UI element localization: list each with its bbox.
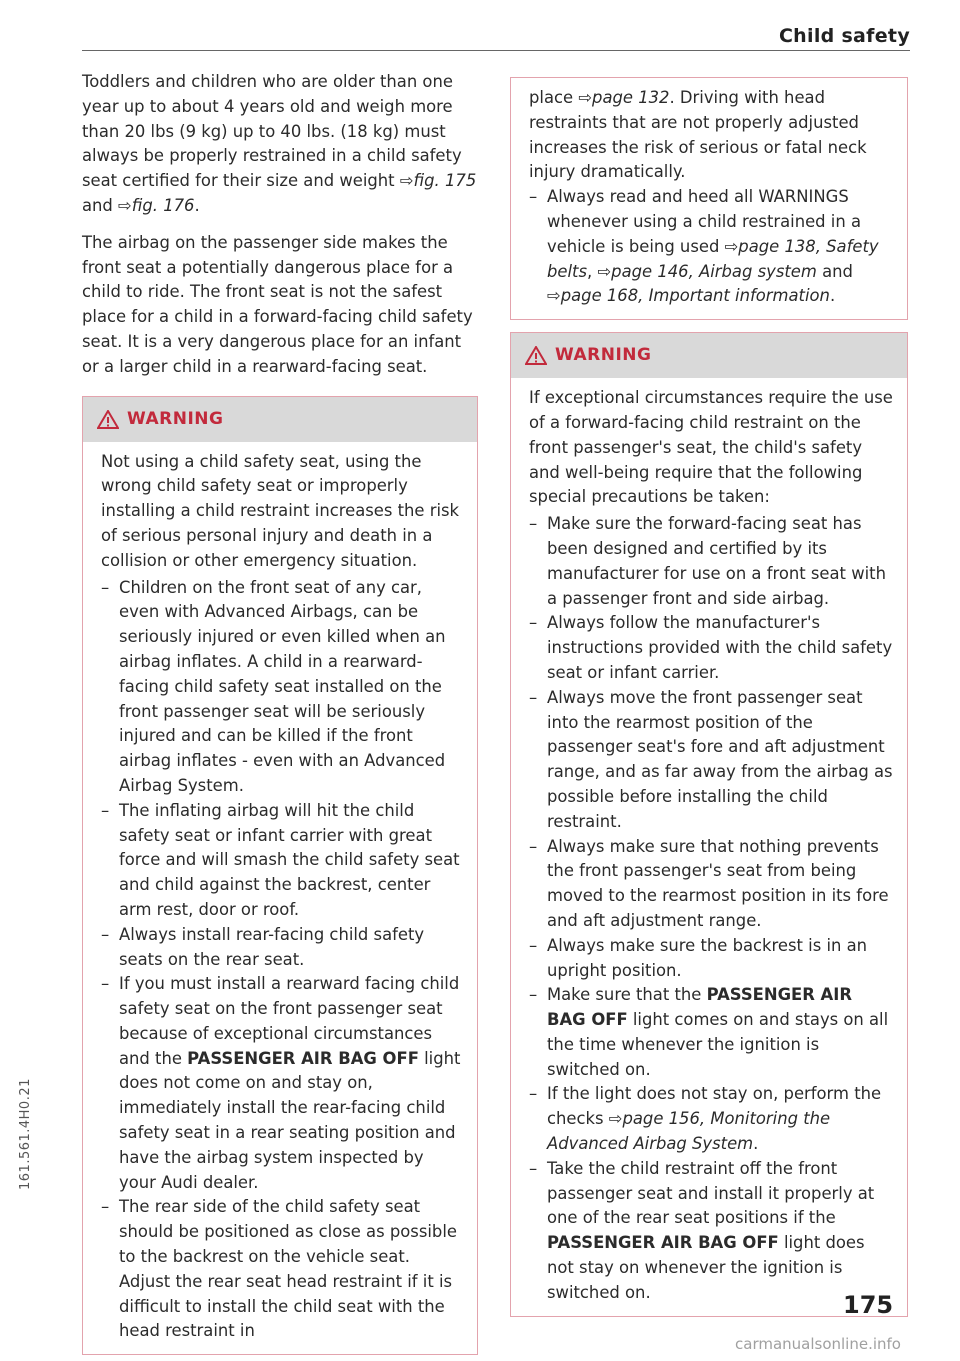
list-item: – If the light does not stay on, perform the checks ⇨page 156, Monitoring the Advanced Airbag System. xyxy=(529,1082,893,1156)
list-item: – Always read and heed all WARNINGS whenever using a child restrained in a vehicle is being used ⇨page 138, Safety belts, ⇨page 146, Airbag system and ⇨page 168, Important information. xyxy=(529,187,879,306)
arrow-reference-icon: ⇨ xyxy=(118,195,132,215)
watermark: carmanualsonline.info xyxy=(735,1335,901,1353)
airbag-paragraph: The airbag on the passenger side makes the front seat a potentially dangerous place for a child to ride. The front seat is not the safest place for a child in a forward-facing child safety seat. It is a very dangerous place for an infant or a larger child in a rearward-facing seat. xyxy=(82,232,473,376)
continued-text: place ⇨page 132. Driving with head restraints that are not properly adjusted increases the risk of serious or fatal neck injury dramatically. xyxy=(529,88,867,182)
document-code: 161.561.4H0.21 xyxy=(18,1078,33,1190)
warning-box-right xyxy=(510,332,908,1316)
arrow-reference-icon: ⇨ xyxy=(608,1109,623,1129)
warning-header xyxy=(511,333,907,378)
warning-intro: If exceptional circumstances require the use of a forward-facing child restraint on the front passenger's seat, the child's safety and well-being require that the following special precautions be taken: xyxy=(529,388,893,507)
list-item: – Always follow the manufacturer's instructions provided with the child safety seat or infant carrier. xyxy=(529,611,893,685)
arrow-reference-icon: ⇨ xyxy=(547,286,561,306)
list-item: – Always make sure that nothing prevents the front passenger's seat from being moved to the rearmost position in its fore and aft adjustment range. xyxy=(529,835,893,934)
warning-body xyxy=(83,442,477,1355)
list-item: – The inflating airbag will hit the child safety seat or infant carrier with great force and will smash the child safety seat and child against the backrest, center arm rest, door or roof. xyxy=(101,799,463,923)
arrow-reference-icon: ⇨ xyxy=(597,261,612,281)
figure-link[interactable]: fig. 175 xyxy=(413,171,477,191)
figure-link[interactable]: fig. 176 xyxy=(131,195,195,215)
page-link[interactable]: page 156, Monitoring the Advanced Airbag System xyxy=(547,1109,831,1154)
warning-triangle-icon xyxy=(97,410,119,429)
intro-paragraph: Toddlers and children who are older than one year up to about 4 years old and weigh more than 20 lbs (9 kg) up to 40 lbs. (18 kg) must always be properly restrained in a child safety seat certified for their size and weight ⇨fig. 175 and ⇨fig. 176. xyxy=(82,72,477,215)
arrow-reference-icon: ⇨ xyxy=(578,88,593,107)
list-item: – Make sure the forward-facing seat has been designed and certified by its manufacturer for use on a front seat with a passenger front and side airbag. xyxy=(529,512,893,611)
warning-body xyxy=(511,378,907,1315)
page-link[interactable]: page 138, Safety belts xyxy=(547,236,879,281)
list-item: – Take the child restraint off the front passenger seat and install it properly at one of the rear seat positions if the PASSENGER AIR BAG OFF light does not stay on whenever the ignition is switched on. xyxy=(529,1157,893,1306)
list-item: – Always install rear-facing child safety seats on the rear seat. xyxy=(101,923,463,973)
warning-header xyxy=(83,397,477,442)
warning-box-left xyxy=(82,396,478,1356)
warning-intro: Not using a child safety seat, using the wrong child safety seat or improperly installing a child restraint increases the risk of serious personal injury and death in a collision or other emergency situation. xyxy=(101,451,460,570)
page-link[interactable]: page 168, Important information xyxy=(560,286,830,306)
page-link[interactable]: page 132 xyxy=(592,88,670,107)
continued-list xyxy=(529,185,893,309)
page-number: 175 xyxy=(843,1291,894,1319)
warning-triangle-icon xyxy=(525,346,547,365)
list-item: – The rear side of the child safety seat should be positioned as close as possible to the backrest on the vehicle seat. Adjust the rear seat head restraint if it is difficult to install the child seat with the head restraint in xyxy=(101,1195,463,1344)
left-column xyxy=(82,70,478,1355)
arrow-reference-icon: ⇨ xyxy=(399,171,414,191)
warning-list xyxy=(529,512,893,1306)
header-rule xyxy=(82,50,910,51)
arrow-reference-icon: ⇨ xyxy=(724,236,739,256)
warning-title: WARNING xyxy=(555,345,652,366)
page-link[interactable]: page 146, Airbag system xyxy=(611,261,817,281)
warning-title: WARNING xyxy=(127,408,224,429)
section-title: Child safety xyxy=(778,25,910,47)
list-item: – Always make sure the backrest is in an upright position. xyxy=(529,934,893,984)
list-item: – If you must install a rearward facing child safety seat on the front passenger seat because of exceptional circumstances and the PASSENGER AIR BAG OFF light does not come on and stay on, immediately install the rear-facing child safety seat in a rear seating position and have the airbag system inspected by your Audi dealer. xyxy=(101,972,463,1195)
warning-box-continued xyxy=(510,77,908,320)
warning-list xyxy=(101,576,463,1345)
right-column xyxy=(510,77,908,1317)
list-item: – Make sure that the PASSENGER AIR BAG OFF light comes on and stays on all the time whenever the ignition is switched on. xyxy=(529,983,893,1082)
list-item: – Children on the front seat of any car, even with Advanced Airbags, can be seriously injured or even killed when an airbag inflates. A child in a rearward-facing child safety seat installed on the front passenger seat will be seriously injured and can be killed if the front airbag inflates - even with an Advanced Airbag System. xyxy=(101,576,463,799)
list-item: – Always move the front passenger seat into the rearmost position of the passenger seat's fore and aft adjustment range, and as far away from the airbag as possible before installing the child restraint. xyxy=(529,686,893,835)
